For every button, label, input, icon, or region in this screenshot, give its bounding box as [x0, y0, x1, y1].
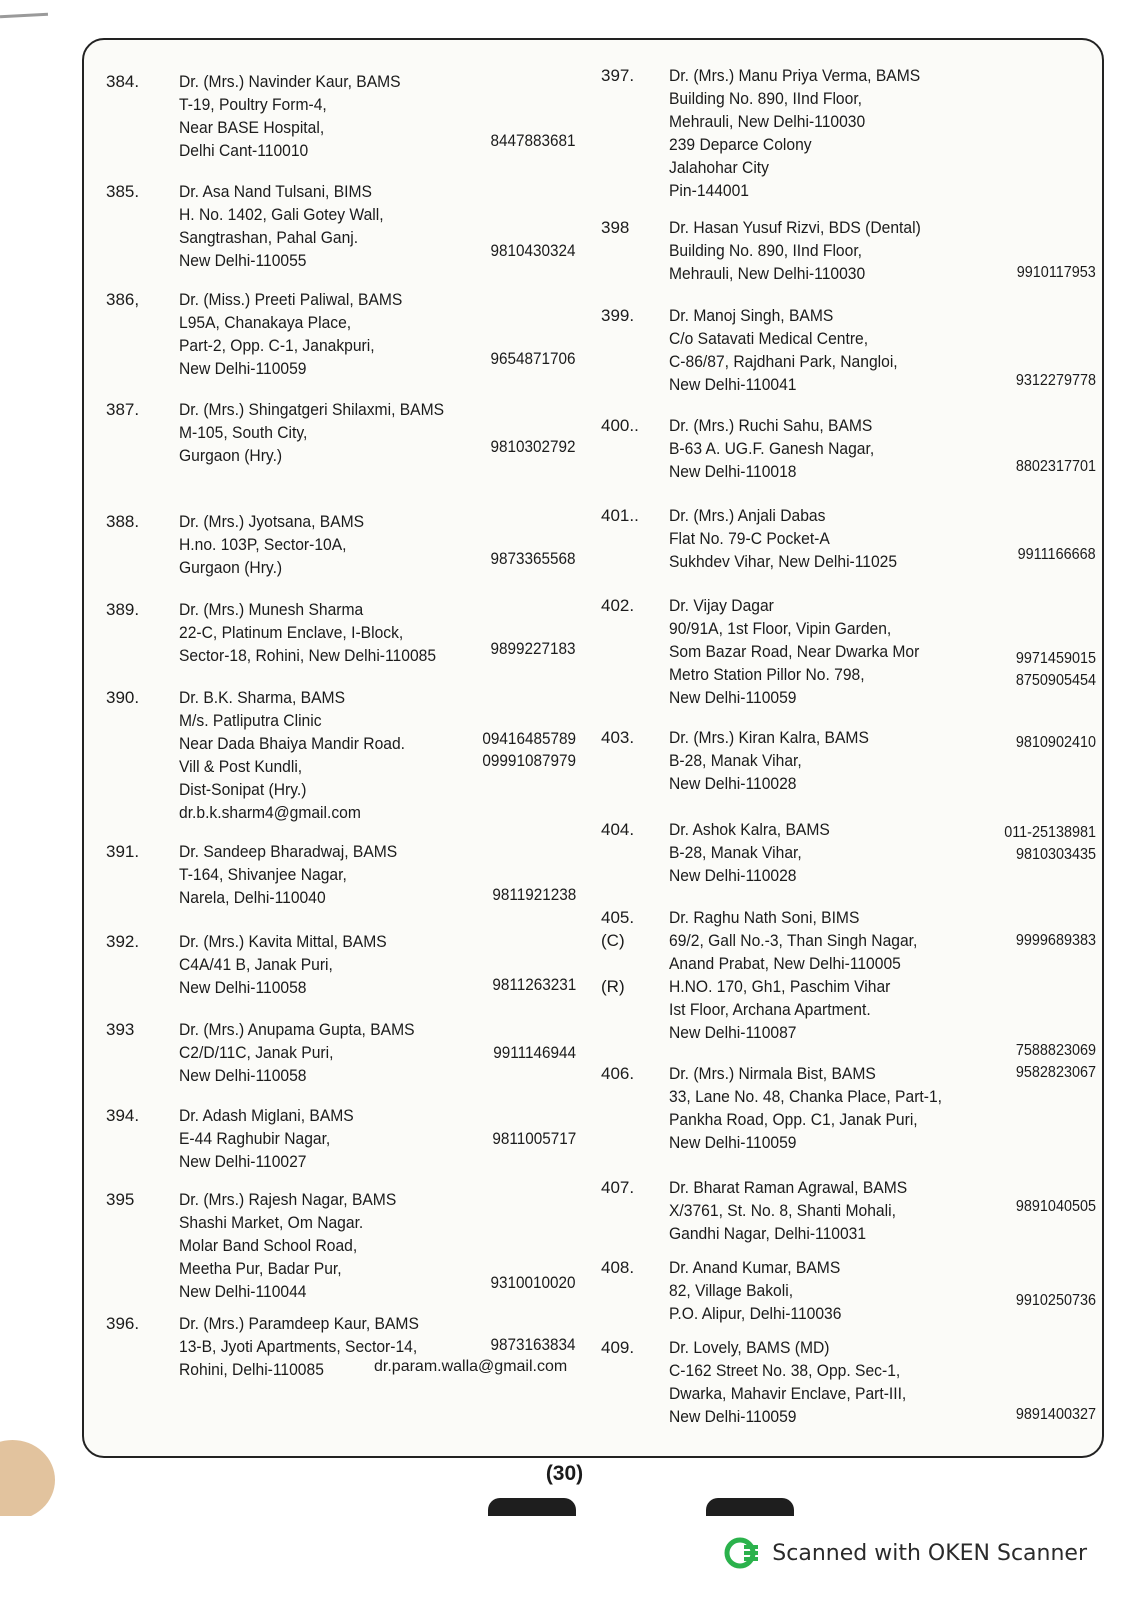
address-line: Mehrauli, New Delhi-110030	[669, 264, 866, 283]
entry-address	[669, 504, 897, 573]
directory-frame	[82, 38, 1104, 1458]
doctor-name: Dr. (Mrs.) Anupama Gupta, BAMS	[179, 1020, 415, 1039]
entry-address	[179, 930, 387, 999]
address-line: 22-C, Platinum Enclave, I-Block,	[179, 623, 404, 642]
doctor-name: Dr. (Mrs.) Ruchi Sahu, BAMS	[669, 416, 873, 435]
entry-address	[179, 1104, 354, 1173]
entry-address	[669, 1336, 906, 1428]
address-line: H.no. 103P, Sector-10A,	[179, 535, 347, 554]
entry-number: 400..	[601, 416, 639, 435]
address-line: 33, Lane No. 48, Chanka Place, Part-1,	[669, 1087, 943, 1106]
address-line: Rohini, Delhi-110085	[179, 1360, 324, 1379]
address-line: New Delhi-110087	[669, 1023, 797, 1042]
address-line: Meetha Pur, Badar Pur,	[179, 1259, 342, 1278]
entry-phone: 9911166668	[1018, 546, 1096, 563]
entry-phone: 9811921238	[492, 885, 576, 904]
doctor-name: Dr. Ashok Kalra, BAMS	[669, 820, 830, 839]
entry-number: 405.	[601, 908, 635, 927]
entry-phone: 9810302792	[490, 437, 576, 456]
entry-phone: 9910250736	[1015, 1292, 1096, 1309]
entry-number: 406.	[601, 1064, 635, 1083]
address-line: 69/2, Gall No.-3, Than Singh Nagar,	[669, 931, 918, 950]
address-line: Metro Station Pillor No. 798,	[669, 665, 865, 684]
address-line: C-162 Street No. 38, Opp. Sec-1,	[669, 1361, 901, 1380]
entry-phone: 9810430324	[490, 241, 576, 260]
address-line: Delhi Cant-110010	[179, 141, 309, 160]
entry-phone: 9910117953	[1016, 264, 1096, 281]
address-line: M/s. Patliputra Clinic	[179, 711, 322, 730]
entry-address	[669, 906, 917, 1044]
entry-phone: 9312279778	[1015, 372, 1096, 389]
page-edge-mark	[0, 13, 48, 19]
doctor-name: Dr. (Mrs.) Anjali Dabas	[669, 506, 826, 525]
entry-phone: 9891400327	[1015, 1406, 1096, 1423]
address-line: Narela, Delhi-110040	[179, 888, 326, 907]
doctor-name: Dr. (Mrs.) Navinder Kaur, BAMS	[179, 72, 401, 91]
entry-number: 408.	[601, 1258, 635, 1277]
thumb-shadow	[0, 1440, 55, 1520]
entry-address	[669, 726, 869, 795]
entry-address	[179, 686, 405, 824]
entry-number: 402.	[601, 596, 635, 615]
doctor-name: Dr. Sandeep Bharadwaj, BAMS	[179, 842, 398, 861]
entry-address	[669, 594, 919, 709]
address-line: 82, Village Bakoli,	[669, 1281, 794, 1300]
address-line: C2/D/11C, Janak Puri,	[179, 1043, 334, 1062]
doctor-name: Dr. (Mrs.) Jyotsana, BAMS	[179, 512, 365, 531]
doctor-name: Dr. B.K. Sharma, BAMS	[179, 688, 346, 707]
entry-address	[669, 216, 921, 285]
address-line: 90/91A, 1st Floor, Vipin Garden,	[669, 619, 892, 638]
doctor-name: Dr. Raghu Nath Soni, BIMS	[669, 908, 860, 927]
entry-number: 399.	[601, 306, 635, 325]
binder-clip	[488, 1498, 576, 1516]
address-line: Pin-144001	[669, 181, 750, 200]
entry-phone: 9971459015 8750905454	[1015, 650, 1096, 689]
address-line: 239 Deparce Colony	[669, 135, 812, 154]
entry-address	[179, 288, 402, 380]
address-line: Sangtrashan, Pahal Ganj.	[179, 228, 359, 247]
entry-phone: 011-25138981 9810303435	[1004, 824, 1096, 863]
entry-address	[669, 1062, 942, 1154]
entry-address	[179, 180, 384, 272]
entry-phone: 8447883681	[490, 131, 576, 150]
entry-number: 385.	[106, 182, 140, 201]
doctor-name: Dr. Vijay Dagar	[669, 596, 774, 615]
entry-address	[669, 818, 830, 887]
entry-number: 395	[106, 1190, 135, 1209]
entry-number: 390.	[106, 688, 140, 707]
entry-number: 409.	[601, 1338, 635, 1357]
entry-number: 391.	[106, 842, 140, 861]
entry-address	[179, 1188, 396, 1303]
doctor-name: Dr. (Mrs.) Munesh Sharma	[179, 600, 364, 619]
address-line: Molar Band School Road,	[179, 1236, 358, 1255]
doctor-name: Dr. (Mrs.) Manu Priya Verma, BAMS	[669, 66, 921, 85]
entry-phone: 9873163834	[490, 1335, 576, 1354]
address-line: B-63 A. UG.F. Ganesh Nagar,	[669, 439, 875, 458]
entry-email: dr.param.walla@gmail.com	[374, 1358, 568, 1375]
doctor-name: Dr. (Mrs.) Nirmala Bist, BAMS	[669, 1064, 876, 1083]
entry-number: 403.	[601, 728, 635, 747]
entry-phone: 9310010020	[490, 1273, 576, 1292]
entry-number: 392.	[106, 932, 140, 951]
entry-address	[179, 598, 436, 667]
entry-number: 386,	[106, 290, 140, 309]
doctor-name: Dr. Anand Kumar, BAMS	[669, 1258, 841, 1277]
address-line: Mehrauli, New Delhi-110030	[669, 112, 866, 131]
address-line: Pankha Road, Opp. C1, Janak Puri,	[669, 1110, 918, 1129]
entry-number: 401..	[601, 506, 639, 525]
entry-phone: 9999689383	[1015, 932, 1096, 949]
doctor-name: Dr. Hasan Yusuf Rizvi, BDS (Dental)	[669, 218, 921, 237]
address-line: Vill & Post Kundli,	[179, 757, 303, 776]
email-text: dr.b.k.sharm4@gmail.com	[179, 803, 361, 822]
entry-address	[179, 510, 364, 579]
address-line: Jalahohar City	[669, 158, 769, 177]
address-line: B-28, Manak Vihar,	[669, 751, 802, 770]
doctor-name: Dr. Bharat Raman Agrawal, BAMS	[669, 1178, 908, 1197]
address-line: P.O. Alipur, Delhi-110036	[669, 1304, 842, 1323]
entry-phone: 9899227183	[490, 639, 576, 658]
address-line: New Delhi-110055	[179, 251, 307, 270]
entry-number: 393	[106, 1020, 135, 1039]
entry-phone: 9911146944	[493, 1043, 576, 1062]
entry-phone: 9810902410	[1015, 734, 1096, 751]
address-line: Near BASE Hospital,	[179, 118, 325, 137]
entry-address	[179, 1018, 415, 1087]
address-line: New Delhi-110028	[669, 866, 797, 885]
address-line: H.NO. 170, Gh1, Paschim Vihar	[669, 977, 891, 996]
entry-phone: 9891040505	[1015, 1198, 1096, 1215]
address-line: Sector-18, Rohini, New Delhi-110085	[179, 646, 437, 665]
address-line: 13-B, Jyoti Apartments, Sector-14,	[179, 1337, 418, 1356]
entry-address	[179, 840, 397, 909]
binder-clip	[706, 1498, 794, 1516]
entry-phone: 09416485789 09991087979	[482, 729, 576, 770]
entry-phone: 9811263231	[492, 975, 576, 994]
scanner-text: Scanned with OKEN Scanner	[772, 1540, 1087, 1566]
entry-number: 389.	[106, 600, 140, 619]
doctor-name: Dr. Asa Nand Tulsani, BIMS	[179, 182, 372, 201]
address-line: New Delhi-110059	[179, 359, 307, 378]
entry-number: 407.	[601, 1178, 635, 1197]
doctor-name: Dr. (Mrs.) Paramdeep Kaur, BAMS	[179, 1314, 419, 1333]
address-line: New Delhi-110059	[669, 688, 797, 707]
address-line: New Delhi-110027	[179, 1152, 307, 1171]
address-line: Som Bazar Road, Near Dwarka Mor	[669, 642, 920, 661]
entry-number: 396.	[106, 1314, 140, 1333]
entry-number: 398	[601, 218, 630, 237]
address-line: Gurgaon (Hry.)	[179, 446, 283, 465]
entry-address	[179, 398, 444, 467]
address-line: Gurgaon (Hry.)	[179, 558, 283, 577]
entry-number: 394.	[106, 1106, 140, 1125]
address-line: Part-2, Opp. C-1, Janakpuri,	[179, 336, 375, 355]
address-line: C-86/87, Rajdhani Park, Nangloi,	[669, 352, 898, 371]
doctor-name: Dr. (Mrs.) Kiran Kalra, BAMS	[669, 728, 869, 747]
address-line: T-19, Poultry Form-4,	[179, 95, 327, 114]
address-line: New Delhi-110059	[669, 1133, 797, 1152]
page-number: (30)	[545, 1462, 584, 1485]
address-line: H. No. 1402, Gali Gotey Wall,	[179, 205, 384, 224]
entry-address	[179, 70, 401, 162]
address-line: New Delhi-110058	[179, 1066, 307, 1085]
scanner-watermark	[724, 1535, 1087, 1571]
doctor-name: Dr. (Mrs.) Rajesh Nagar, BAMS	[179, 1190, 397, 1209]
address-line: C/o Satavati Medical Centre,	[669, 329, 869, 348]
address-line: T-164, Shivanjee Nagar,	[179, 865, 347, 884]
address-line: Dist-Sonipat (Hry.)	[179, 780, 307, 799]
entry-phone: 9811005717	[492, 1129, 576, 1148]
doctor-name: Dr. (Mrs.) Kavita Mittal, BAMS	[179, 932, 387, 951]
doctor-name: Dr. (Mrs.) Shingatgeri Shilaxmi, BAMS	[179, 400, 445, 419]
address-line: Dwarka, Mahavir Enclave, Part-III,	[669, 1384, 907, 1403]
address-line: Anand Prabat, New Delhi-110005	[669, 954, 901, 973]
entry-number: 387.	[106, 400, 140, 419]
entry-address	[669, 304, 898, 396]
address-line: E-44 Raghubir Nagar,	[179, 1129, 331, 1148]
address-line: Flat No. 79-C Pocket-A	[669, 529, 830, 548]
entry-address	[669, 64, 920, 202]
entry-address	[669, 414, 874, 483]
doctor-name: Dr. Manoj Singh, BAMS	[669, 306, 834, 325]
entry-address	[669, 1256, 841, 1325]
entry-phone: 9654871706	[490, 349, 576, 368]
address-line: M-105, South City,	[179, 423, 308, 442]
address-line: B-28, Manak Vihar,	[669, 843, 802, 862]
entry-subtag: (C)	[601, 931, 625, 950]
doctor-name: Dr. Adash Miglani, BAMS	[179, 1106, 354, 1125]
entry-number: 388.	[106, 512, 140, 531]
address-line: New Delhi-110058	[179, 978, 307, 997]
address-line: Shashi Market, Om Nagar.	[179, 1213, 364, 1232]
entry-subtag: (R)	[601, 977, 625, 996]
address-line: C4A/41 B, Janak Puri,	[179, 955, 333, 974]
address-line: New Delhi-110059	[669, 1407, 797, 1426]
address-line: Sukhdev Vihar, New Delhi-11025	[669, 552, 898, 571]
address-line: Ist Floor, Archana Apartment.	[669, 1000, 871, 1019]
address-line: Near Dada Bhaiya Mandir Road.	[179, 734, 406, 753]
address-line: Gandhi Nagar, Delhi-110031	[669, 1224, 867, 1243]
doctor-name: Dr. (Miss.) Preeti Paliwal, BAMS	[179, 290, 403, 309]
doctor-name: Dr. Lovely, BAMS (MD)	[669, 1338, 830, 1357]
address-line: X/3761, St. No. 8, Shanti Mohali,	[669, 1201, 896, 1220]
address-line: L95A, Chanakaya Place,	[179, 313, 352, 332]
entry-phone: 7588823069 9582823067	[1015, 1042, 1096, 1081]
address-line: New Delhi-110018	[669, 462, 797, 481]
entry-number: 404.	[601, 820, 635, 839]
address-line: New Delhi-110041	[669, 375, 797, 394]
address-line: Building No. 890, IInd Floor,	[669, 89, 863, 108]
entry-number: 397.	[601, 66, 635, 85]
oken-logo-icon	[724, 1535, 760, 1571]
entry-phone: 8802317701	[1015, 458, 1096, 475]
address-line: Building No. 890, IInd Floor,	[669, 241, 863, 260]
address-line: New Delhi-110028	[669, 774, 797, 793]
entry-phone: 9873365568	[490, 549, 576, 568]
entry-address	[669, 1176, 907, 1245]
address-line: New Delhi-110044	[179, 1282, 307, 1301]
entry-number: 384.	[106, 72, 140, 91]
